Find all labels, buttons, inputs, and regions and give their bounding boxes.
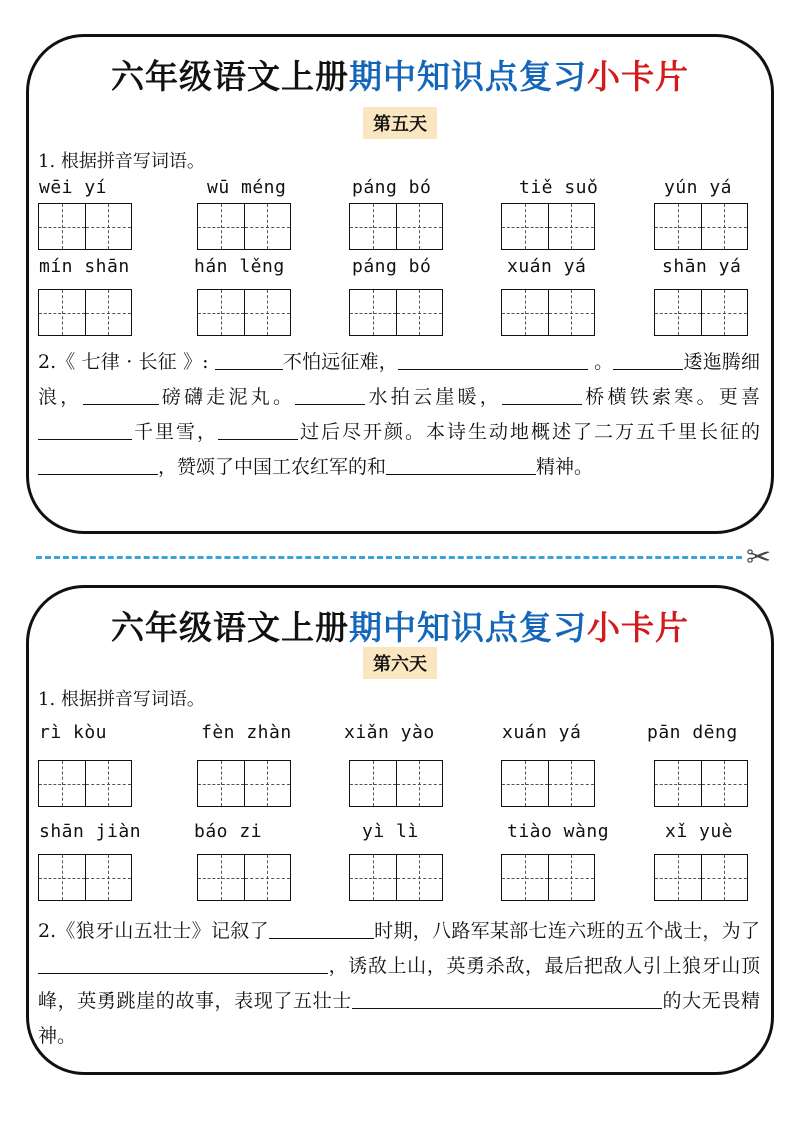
question-2-passage (38, 914, 760, 1054)
cut-line-divider (36, 556, 742, 559)
writing-box[interactable] (501, 203, 595, 250)
pinyin: xuán yá (507, 256, 587, 277)
title-part-3: 小卡片 (587, 57, 689, 96)
answer-blank[interactable] (38, 420, 132, 440)
question-1-label: 1. 根据拼音写词语。 (38, 151, 205, 172)
pinyin: pān dēng (647, 722, 738, 743)
writing-box-row-2 (29, 854, 777, 902)
passage-text: 时期，八路军某部七连六班的五个战士，为了 (373, 920, 760, 942)
passage-text: 不怕远征难， (282, 351, 398, 373)
pinyin: báo zi (194, 821, 263, 842)
answer-blank[interactable] (613, 350, 683, 370)
pinyin: yún yá (664, 177, 733, 198)
pinyin: shān yá (662, 256, 742, 277)
writing-box[interactable] (349, 854, 443, 901)
question-2-passage (38, 345, 760, 485)
pinyin: páng bó (352, 177, 432, 198)
title-part-1: 六年级语文上册 (111, 57, 349, 96)
writing-box[interactable] (654, 203, 748, 250)
answer-blank[interactable] (38, 455, 158, 475)
pinyin: xǐ yuè (665, 821, 734, 842)
writing-box[interactable] (501, 289, 595, 336)
writing-box[interactable] (501, 854, 595, 901)
writing-box[interactable] (654, 854, 748, 901)
answer-blank[interactable] (38, 954, 328, 974)
passage-text: ，赞颂了中国工农红军的和 (158, 456, 387, 478)
answer-blank[interactable] (295, 385, 365, 405)
scissors-icon: ✂ (746, 540, 772, 575)
writing-box[interactable] (197, 854, 291, 901)
writing-box[interactable] (654, 760, 748, 807)
writing-box[interactable] (349, 203, 443, 250)
writing-box[interactable] (38, 854, 132, 901)
answer-blank[interactable] (352, 989, 662, 1009)
card-day-6 (26, 585, 774, 1075)
day-badge: 第六天 (363, 647, 437, 679)
answer-blank[interactable] (398, 350, 588, 370)
passage-text: 2.《 七律 · 长征 》: (38, 351, 209, 373)
passage-text: 精神。 (536, 456, 594, 478)
passage-text: 。 (594, 351, 614, 373)
writing-box-row-1 (29, 760, 777, 808)
passage-text: 2.《狼牙山五壮士》记叙了 (38, 920, 269, 942)
pinyin: wēi yí (39, 177, 108, 198)
pinyin: wū méng (207, 177, 287, 198)
passage-text: 水拍云崖暖， (365, 386, 502, 408)
writing-box[interactable] (349, 289, 443, 336)
passage-text: 过后尽开颜。本诗生动地概述了二万五千里长征的 (298, 421, 760, 443)
passage-text: 桥横铁索寒。更喜 (581, 386, 760, 408)
pinyin: fèn zhàn (201, 722, 292, 743)
pinyin: xuán yá (502, 722, 582, 743)
writing-box[interactable] (349, 760, 443, 807)
pinyin-row-1 (29, 177, 777, 201)
pinyin-row-1 (29, 722, 777, 746)
passage-text: 的大无畏精神。 (38, 990, 760, 1047)
pinyin: rì kòu (39, 722, 108, 743)
passage-text: 磅礴走泥丸。 (158, 386, 296, 408)
writing-box[interactable] (38, 289, 132, 336)
answer-blank[interactable] (215, 350, 283, 370)
title-part-2: 期中知识点复习 (349, 57, 587, 96)
passage-text: 逶迤腾细浪， (38, 351, 760, 408)
pinyin: yì lì (362, 821, 419, 842)
title-part-2: 期中知识点复习 (349, 608, 587, 647)
answer-blank[interactable] (502, 385, 582, 405)
day-badge: 第五天 (363, 107, 437, 139)
pinyin: páng bó (352, 256, 432, 277)
pinyin: xiǎn yào (344, 722, 435, 743)
card-day-5 (26, 34, 774, 534)
writing-box[interactable] (197, 289, 291, 336)
pinyin: tiě suǒ (519, 177, 599, 198)
writing-box[interactable] (501, 760, 595, 807)
question-1-label: 1. 根据拼音写词语。 (38, 689, 205, 710)
pinyin: mín shān (39, 256, 130, 277)
card-title (29, 51, 771, 98)
writing-box[interactable] (38, 760, 132, 807)
pinyin: tiào wàng (507, 821, 610, 842)
answer-blank[interactable] (386, 455, 536, 475)
pinyin: hán lěng (194, 256, 285, 277)
writing-box[interactable] (38, 203, 132, 250)
title-part-3: 小卡片 (587, 608, 689, 647)
answer-blank[interactable] (218, 420, 298, 440)
answer-blank[interactable] (83, 385, 159, 405)
writing-box-row-2 (29, 289, 777, 337)
pinyin-row-2 (29, 821, 777, 845)
writing-box[interactable] (197, 203, 291, 250)
passage-text: ，诱敌上山，英勇杀敌，最后把敌人引上狼牙山顶峰，英勇跳崖的故事，表现了五壮士 (38, 955, 760, 1012)
card-title (29, 602, 771, 649)
passage-text: 千里雪， (132, 421, 218, 443)
answer-blank[interactable] (269, 919, 374, 939)
writing-box[interactable] (197, 760, 291, 807)
pinyin: shān jiàn (39, 821, 142, 842)
pinyin-row-2 (29, 256, 777, 280)
writing-box[interactable] (654, 289, 748, 336)
writing-box-row-1 (29, 203, 777, 251)
title-part-1: 六年级语文上册 (111, 608, 349, 647)
